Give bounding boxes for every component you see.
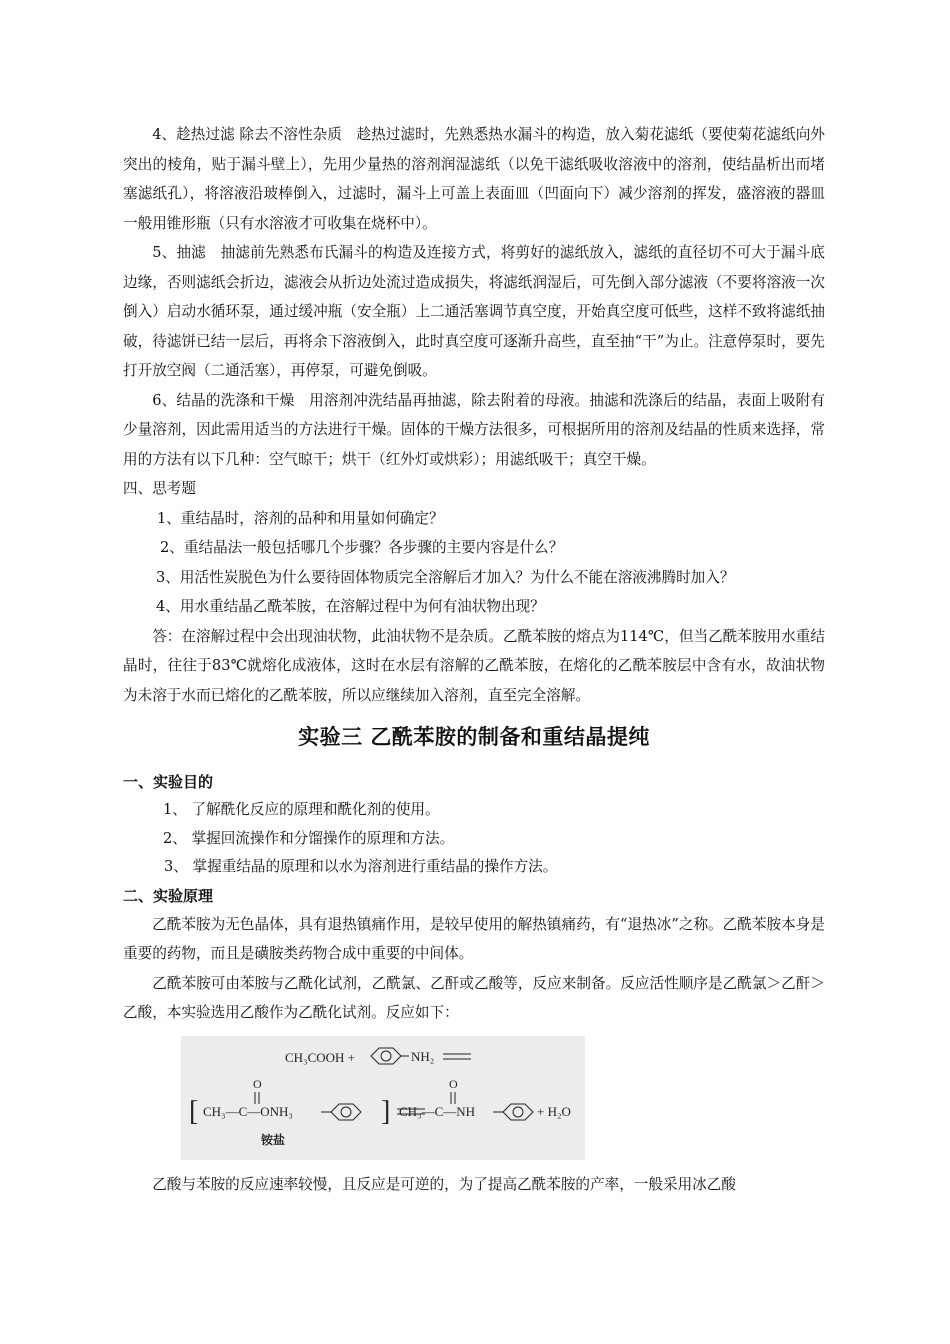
- benzene-ring-icon: [371, 1048, 401, 1064]
- reaction-scheme-image: [181, 1036, 585, 1160]
- scheme-ammonium-salt: CH₃—C—ONH₃: [203, 1103, 293, 1119]
- carbonyl-double-bond-2: [451, 1092, 455, 1104]
- principle-paragraph-1: 乙酰苯胺为无色晶体，具有退热镇痛作用，是较早使用的解热镇痛药，有“退热冰”之称。乙酰苯胺本身是重要的药物，而且是磺胺类药物合成中重要的中间体。: [123, 915, 825, 962]
- carbonyl-double-bond-1: [255, 1092, 259, 1104]
- paragraph-hot-filtration: 4、趁热过滤 除去不溶性杂质 趁热过滤时，先熟悉热水漏斗的构造，放入菊花滤纸（要使菊花滤纸向外突出的棱角，贴于漏斗壁上），先用少量热的溶剂润湿滤纸（以免干滤纸吸收溶液中的溶剂，使结晶析出而堵塞滤纸孔），将溶液沿玻棒倒入，过滤时，漏斗上可盖上表面皿（凹面向下）减少溶剂的挥发，盛溶液的器皿一般用锥形瓶（只有水溶液才可收集在烧杯中）。: [123, 126, 825, 232]
- principle-paragraph-2: 乙酰苯胺可由苯胺与乙酰化试剂，乙酰氯、乙酐或乙酸等，反应来制备。反应活性顺序是乙酰氯＞乙酐＞乙酸，本实验选用乙酸作为乙酰化试剂。反应如下：: [123, 974, 825, 1021]
- objective-2: 2、 掌握回流操作和分馏操作的原理和方法。: [163, 829, 455, 847]
- question-4: 4、用水重结晶乙酰苯胺，在溶解过程中为何有油状物出现？: [156, 598, 545, 615]
- answer-paragraph: 答：在溶解过程中会出现油状物，此油状物不是杂质。乙酰苯胺的熔点为114℃，但当乙酰苯胺用水重结晶时，往往于83℃就熔化成液体，这时在水层有溶解的乙酰苯胺，在熔化的乙酰苯胺层中含有水，故油状物为未溶于水而已熔化的乙酰苯胺，所以应继续加入溶剂，直至完全溶解。: [123, 627, 825, 704]
- left-bracket: [: [189, 1095, 199, 1127]
- question-2: 2、重结晶法一般包括哪几个步骤？各步骤的主要内容是什么？: [160, 539, 564, 556]
- question-3: 3、用活性炭脱色为什么要待固体物质完全溶解后才加入？为什么不能在溶液沸腾时加入？: [156, 568, 735, 586]
- scheme-water: + H₂O: [537, 1103, 571, 1119]
- scheme-reactant-acetic-acid: CH₃COOH +: [285, 1049, 356, 1065]
- principle-heading: 二、实验原理: [123, 886, 214, 905]
- objective-3: 3、 掌握重结晶的原理和以水为溶剂进行重结晶的操作方法。: [164, 858, 558, 875]
- objectives-heading: 一、实验目的: [123, 773, 214, 791]
- paragraph-suction-filtration: 5、抽滤 抽滤前先熟悉布氏漏斗的构造及连接方式，将剪好的滤纸放入，滤纸的直径切不可大于漏斗底边缘，否则滤纸会折边，滤液会从折边处流过造成损失，将滤纸润湿后，可先倒入部分滤液（不要将溶液一次倒入）启动水循环泵，通过缓冲瓶（安全瓶）上二通活塞调节真空度，开始真空度可低些，这样不致将滤纸抽破，待滤饼已结一层后，再将余下溶液倒入，此时真空度可逐渐升高些，直至抽“干”为止。注意停泵时，要先打开放空阀（二通活塞），再停泵，可避免倒吸。: [123, 244, 825, 379]
- equilibrium-arrow-icon: [443, 1054, 471, 1059]
- benzene-ring-icon: [331, 1104, 361, 1120]
- carbonyl-o-label-2: O: [449, 1076, 458, 1091]
- objective-1: 1、 了解酰化反应的原理和酰化剂的使用。: [163, 801, 440, 818]
- principle-paragraph-3: 乙酸与苯胺的反应速率较慢，且反应是可逆的，为了提高乙酰苯胺的产率，一般采用冰乙酸: [152, 1175, 736, 1193]
- benzene-ring-icon: [503, 1104, 533, 1120]
- scheme-salt-label: 铵盐: [261, 1132, 286, 1147]
- right-bracket: ]: [381, 1095, 391, 1127]
- experiment-title: 实验三 乙酰苯胺的制备和重结晶提纯: [298, 725, 650, 749]
- carbonyl-o-label-1: O: [253, 1076, 262, 1091]
- paragraph-washing-drying: 6、结晶的洗涤和干燥 用溶剂冲洗结晶再抽滤，除去附着的母液。抽滤和洗涤后的结晶，表面上吸附有少量溶剂，因此需用适当的方法进行干燥。固体的干燥方法很多，可根据所用的溶剂及结晶的性质来选择，常用的方法有以下几种：空气晾干；烘干（红外灯或烘彩）；用滤纸吸干；真空干燥。: [123, 391, 825, 468]
- scheme-acetanilide: CH₃—C—NH: [399, 1103, 476, 1119]
- scheme-amine-group: NH₂: [411, 1048, 435, 1064]
- question-1: 1、重结晶时，溶剂的品种和用量如何确定？: [157, 509, 444, 527]
- questions-heading: 四、思考题: [123, 480, 196, 497]
